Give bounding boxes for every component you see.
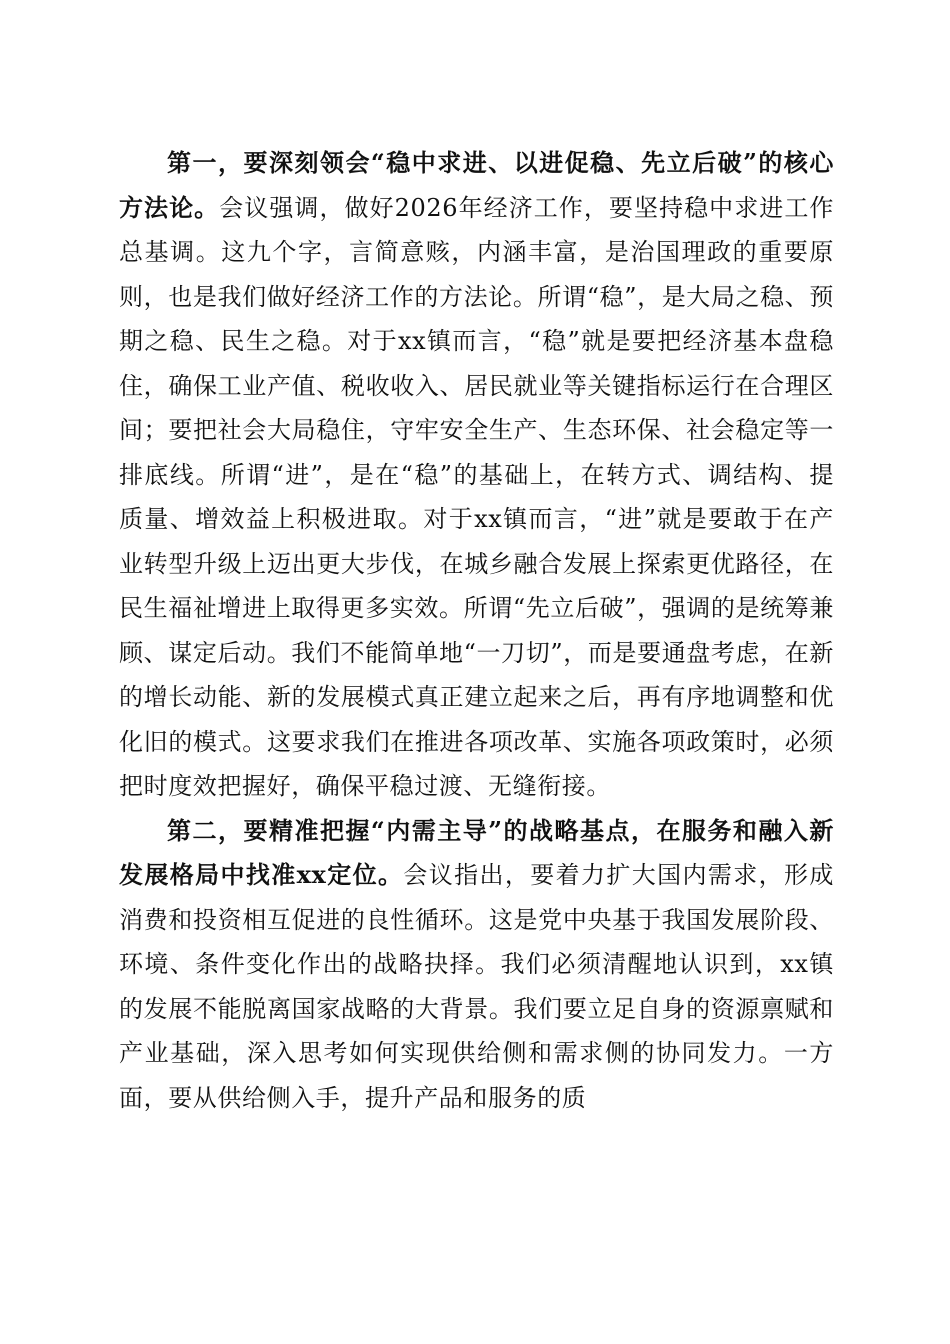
- paragraph-2-lead: 第二，要精准把握“内需主导”的战略基点，在服务和融入新发展格局中找准xx定位。: [119, 815, 834, 889]
- paragraph-1-body: 会议强调，做好2026年经济工作，要坚持稳中求进工作总基调。这九个字，言简意赅，内涵丰富，是治国理政的重要原则，也是我们做好经济工作的方法论。所谓“稳”，是大局之稳、预期之稳、民生之稳。对于xx镇而言，“稳”就是要把经济基本盘稳住，确保工业产值、税收收入、居民就业等关键指标运行在合理区间；要把社会大局稳住，守牢安全生产、生态环保、社会稳定等一排底线。所谓“进”，是在“稳”的基础上，在转方式、调结构、提质量、增效益上积极进取。对于xx镇而言，“进”就是要敢于在产业转型升级上迈出更大步伐，在城乡融合发展上探索更优路径，在民生福祉增进上取得更多实效。所谓“先立后破”，强调的是统筹兼顾、谋定后动。我们不能简单地“一刀切”，而是要通盘考虑，在新的增长动能、新的发展模式真正建立起来之后，再有序地调整和优化旧的模式。这要求我们在推进各项改革、实施各项政策时，必须把时度效把握好，确保平稳过渡、无缝衔接。: [119, 193, 834, 800]
- paragraph-2: [119, 809, 834, 1121]
- paragraph-2-body: 会议指出，要着力扩大国内需求，形成消费和投资相互促进的良性循环。这是党中央基于我国发展阶段、环境、条件变化作出的战略抉择。我们必须清醒地认识到，xx镇的发展不能脱离国家战略的大背景。我们要立足自身的资源禀赋和产业基础，深入思考如何实现供给侧和需求侧的协同发力。一方面，要从供给侧入手，提升产品和服务的质: [119, 861, 834, 1112]
- paragraph-1-lead: 第一，要深刻领会“稳中求进、以进促稳、先立后破”的核心方法论。: [119, 148, 834, 222]
- document-body: [119, 141, 834, 1120]
- paragraph-1: [119, 141, 834, 809]
